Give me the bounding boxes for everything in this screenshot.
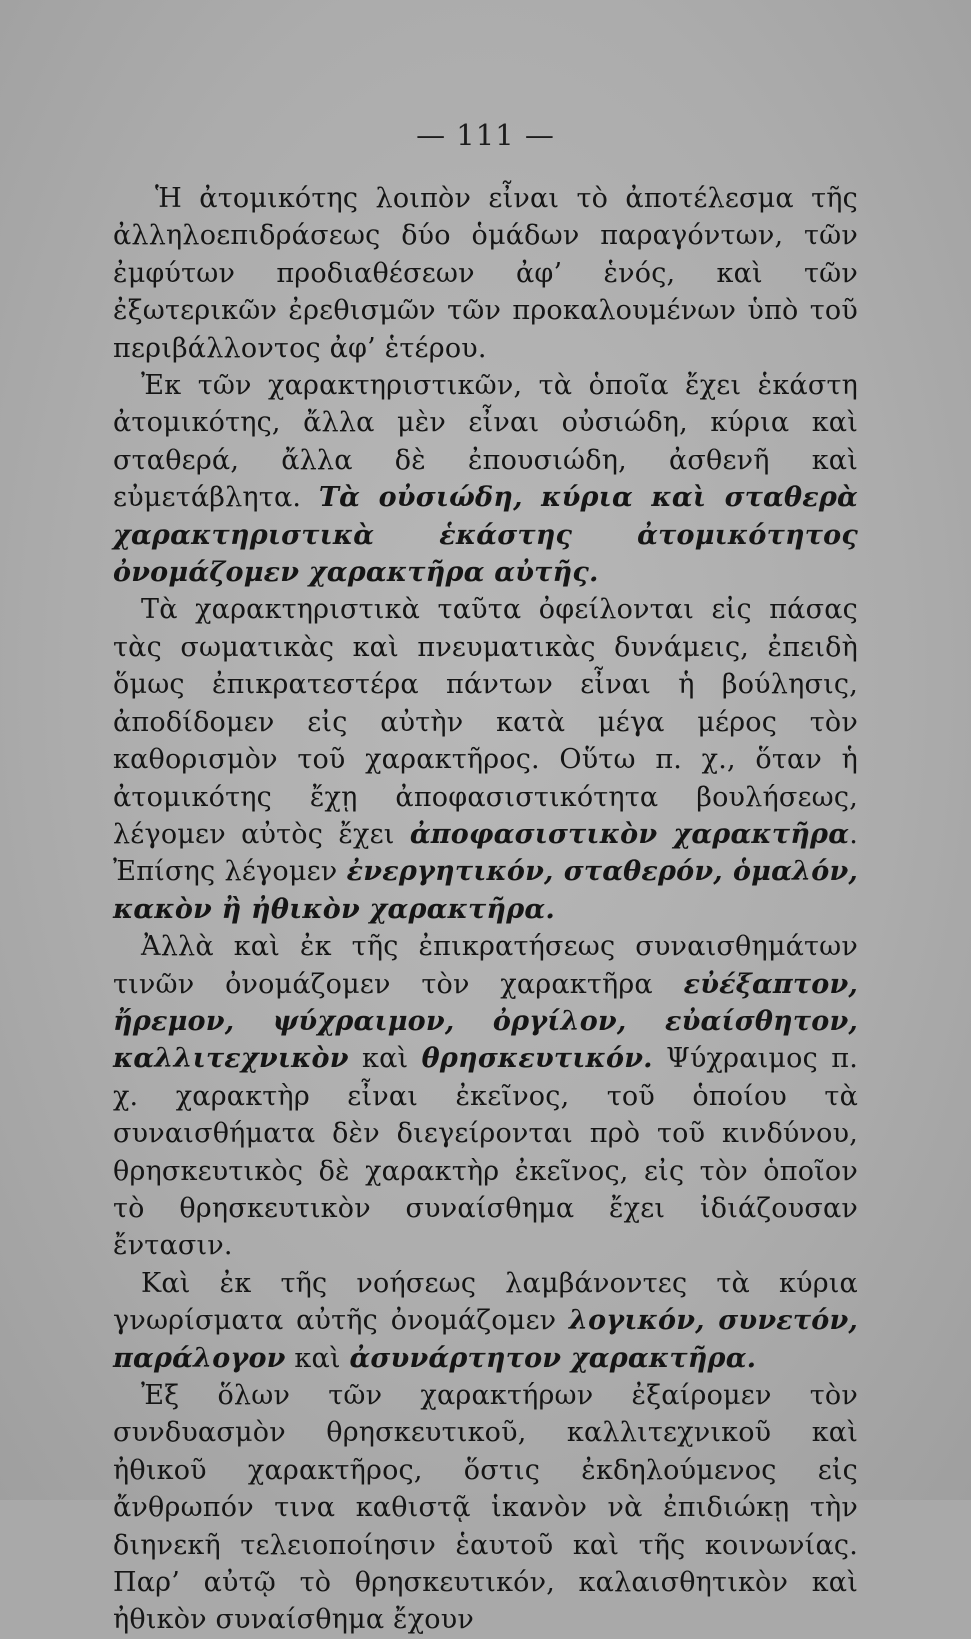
emphasized-text: ἐνεργητικόν, σταθερόν, ὁμαλόν, κακὸν ἢ ἠθικὸν χαρακτῆρα. — [113, 856, 858, 925]
text-run: καὶ — [348, 1043, 422, 1075]
paragraph — [113, 928, 858, 1265]
text-run: καὶ — [285, 1342, 350, 1374]
text-run: Ψύχραιμος π. χ. χαρακτὴρ εἶναι ἐκεῖνος, τοῦ ὁποίου τὰ συναισθήματα δὲν διεγείρονται πρὸ τοῦ κινδύνου, θρησκευτικὸς δὲ χαρακτὴρ ἐκεῖνος, εἰς τὸν ὁποῖον τὸ θρησκευτικὸν συναίσθημα ἔχει ἰδιάζουσαν ἔντασιν. — [113, 1043, 858, 1262]
text-run: Ἐξ ὅλων τῶν χαρακτήρων ἐξαίρομεν τὸν συνδυασμὸν θρησκευτικοῦ, καλλιτεχνικοῦ καὶ ἠθικοῦ χαρακτῆρος, ὅστις ἐκδηλούμενος εἰς ἄνθρωπόν τινα καθιστᾷ ἱκανὸν νὰ ἐπιδιώκῃ τὴν διηνεκῆ τελειοποίησιν ἑαυτοῦ καὶ τῆς κοινωνίας. Παρ’ αὐτῷ τὸ θρησκευτικόν, καλαισθητικὸν καὶ ἠθικὸν συναίσθημα ἔχουν — [113, 1380, 858, 1636]
paragraph — [113, 367, 858, 591]
text-run: Ἐκ τῶν χαρακτηριστικῶν, τὰ ὁποῖα ἔχει ἑκάστη ἀτομικότης, ἄλλα μὲν εἶναι οὐσιώδη, κύρια καὶ σταθερά, ἄλλα δὲ ἐπουσιώδη, ἀσθενῆ καὶ εὐμετάβλητα. — [113, 370, 858, 514]
body-text — [113, 180, 858, 1639]
paragraph — [113, 180, 858, 367]
emphasized-text: λογικόν, συνετόν, παράλογον — [113, 1305, 859, 1374]
paragraph — [113, 1377, 858, 1639]
emphasized-text: ἀποφασιστικὸν χαρακτῆρα — [409, 818, 850, 850]
text-run: . Ἐπίσης λέγομεν — [113, 818, 858, 888]
text-run: Ἡ ἀτομικότης λοιπὸν εἶναι τὸ ἀποτέλεσμα τῆς ἀλληλοεπιδράσεως δύο ὁμάδων παραγόντων, τῶν ἐμφύτων προδιαθέσεων ἀφ’ ἑνός, καὶ τῶν ἐξωτερικῶν ἐρεθισμῶν τῶν προκαλουμένων ὑπὸ τοῦ περιβάλλοντος ἀφ’ ἑτέρου. — [113, 183, 858, 364]
emphasized-text: Τὰ οὐσιώδη, κύρια καὶ σταθερὰ χαρακτηριστικὰ ἑκάστης ἀτομικότητος ὀνομάζομεν χαρακτῆρα αὐτῆς. — [113, 482, 858, 589]
paragraph — [113, 1265, 858, 1377]
paragraph — [113, 591, 858, 928]
emphasized-text: εὐέξαπτον, ἤρεμον, ψύχραιμον, ὀργίλον, εὐαίσθητον, καλλιτεχνικὸν — [113, 968, 858, 1075]
emphasized-text: ἀσυνάρτητον χαρακτῆρα. — [349, 1342, 757, 1374]
page-number: — 111 — — [416, 118, 555, 152]
text-run: Καὶ ἐκ τῆς νοήσεως λαμβάνοντες τὰ κύρια γνωρίσματα αὐτῆς ὀνομάζομεν — [113, 1267, 858, 1337]
text-run: Ἀλλὰ καὶ ἐκ τῆς ἐπικρατήσεως συναισθημάτων τινῶν ὀνομάζομεν τὸν χαρακτῆρα — [113, 931, 858, 1000]
emphasized-text: θρησκευτικόν. — [421, 1043, 653, 1075]
text-run: Τὰ χαρακτηριστικὰ ταῦτα ὀφείλονται εἰς πάσας τὰς σωματικὰς καὶ πνευματικὰς δυνάμεις, ἐπειδὴ ὅμως ἐπικρατεστέρα πάντων εἶναι ἡ βούλησις, ἀποδίδομεν εἰς αὐτὴν κατὰ μέγα μέρος τὸν καθορισμὸν τοῦ χαρακτῆρος. Οὕτω π. χ., ὅταν ἡ ἀτομικότης ἔχῃ ἀποφασιστικότητα βουλήσεως, λέγομεν αὐτὸς ἔχει — [113, 594, 858, 850]
